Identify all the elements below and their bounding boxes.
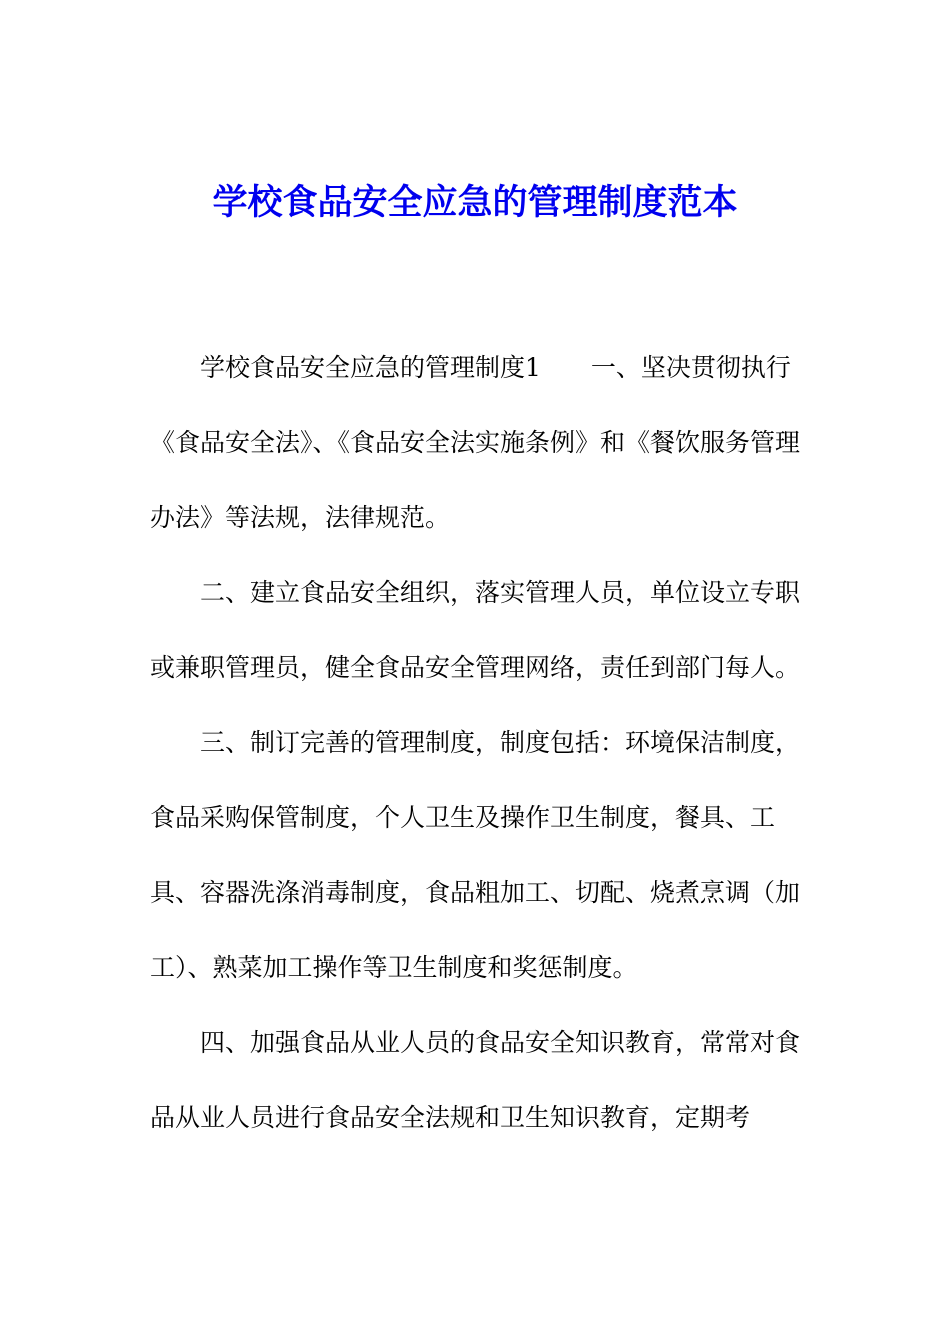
document-title: 学校食品安全应急的管理制度范本: [212, 183, 738, 223]
paragraph-2: 二、建立食品安全组织，落实管理人员，单位设立专职或兼职管理员，健全食品安全管理网络，责任到部门每人。: [150, 578, 801, 682]
paragraph-4: 四、加强食品从业人员的食品安全知识教育，常常对食品从业人员进行食品安全法规和卫生知识教育，定期考: [150, 1028, 801, 1132]
paragraph-1: 学校食品安全应急的管理制度1 一、坚决贯彻执行《食品安全法》、《食品安全法实施条例》和《餐饮服务管理办法》等法规，法律规范。: [150, 353, 801, 532]
document-body: [150, 330, 800, 1155]
paragraph-3: 三、制订完善的管理制度，制度包括：环境保洁制度，食品采购保管制度，个人卫生及操作卫生制度，餐具、工具、容器洗涤消毒制度，食品粗加工、切配、烧煮烹调（加工）、熟菜加工操作等卫生制度和奖惩制度。: [150, 728, 801, 982]
